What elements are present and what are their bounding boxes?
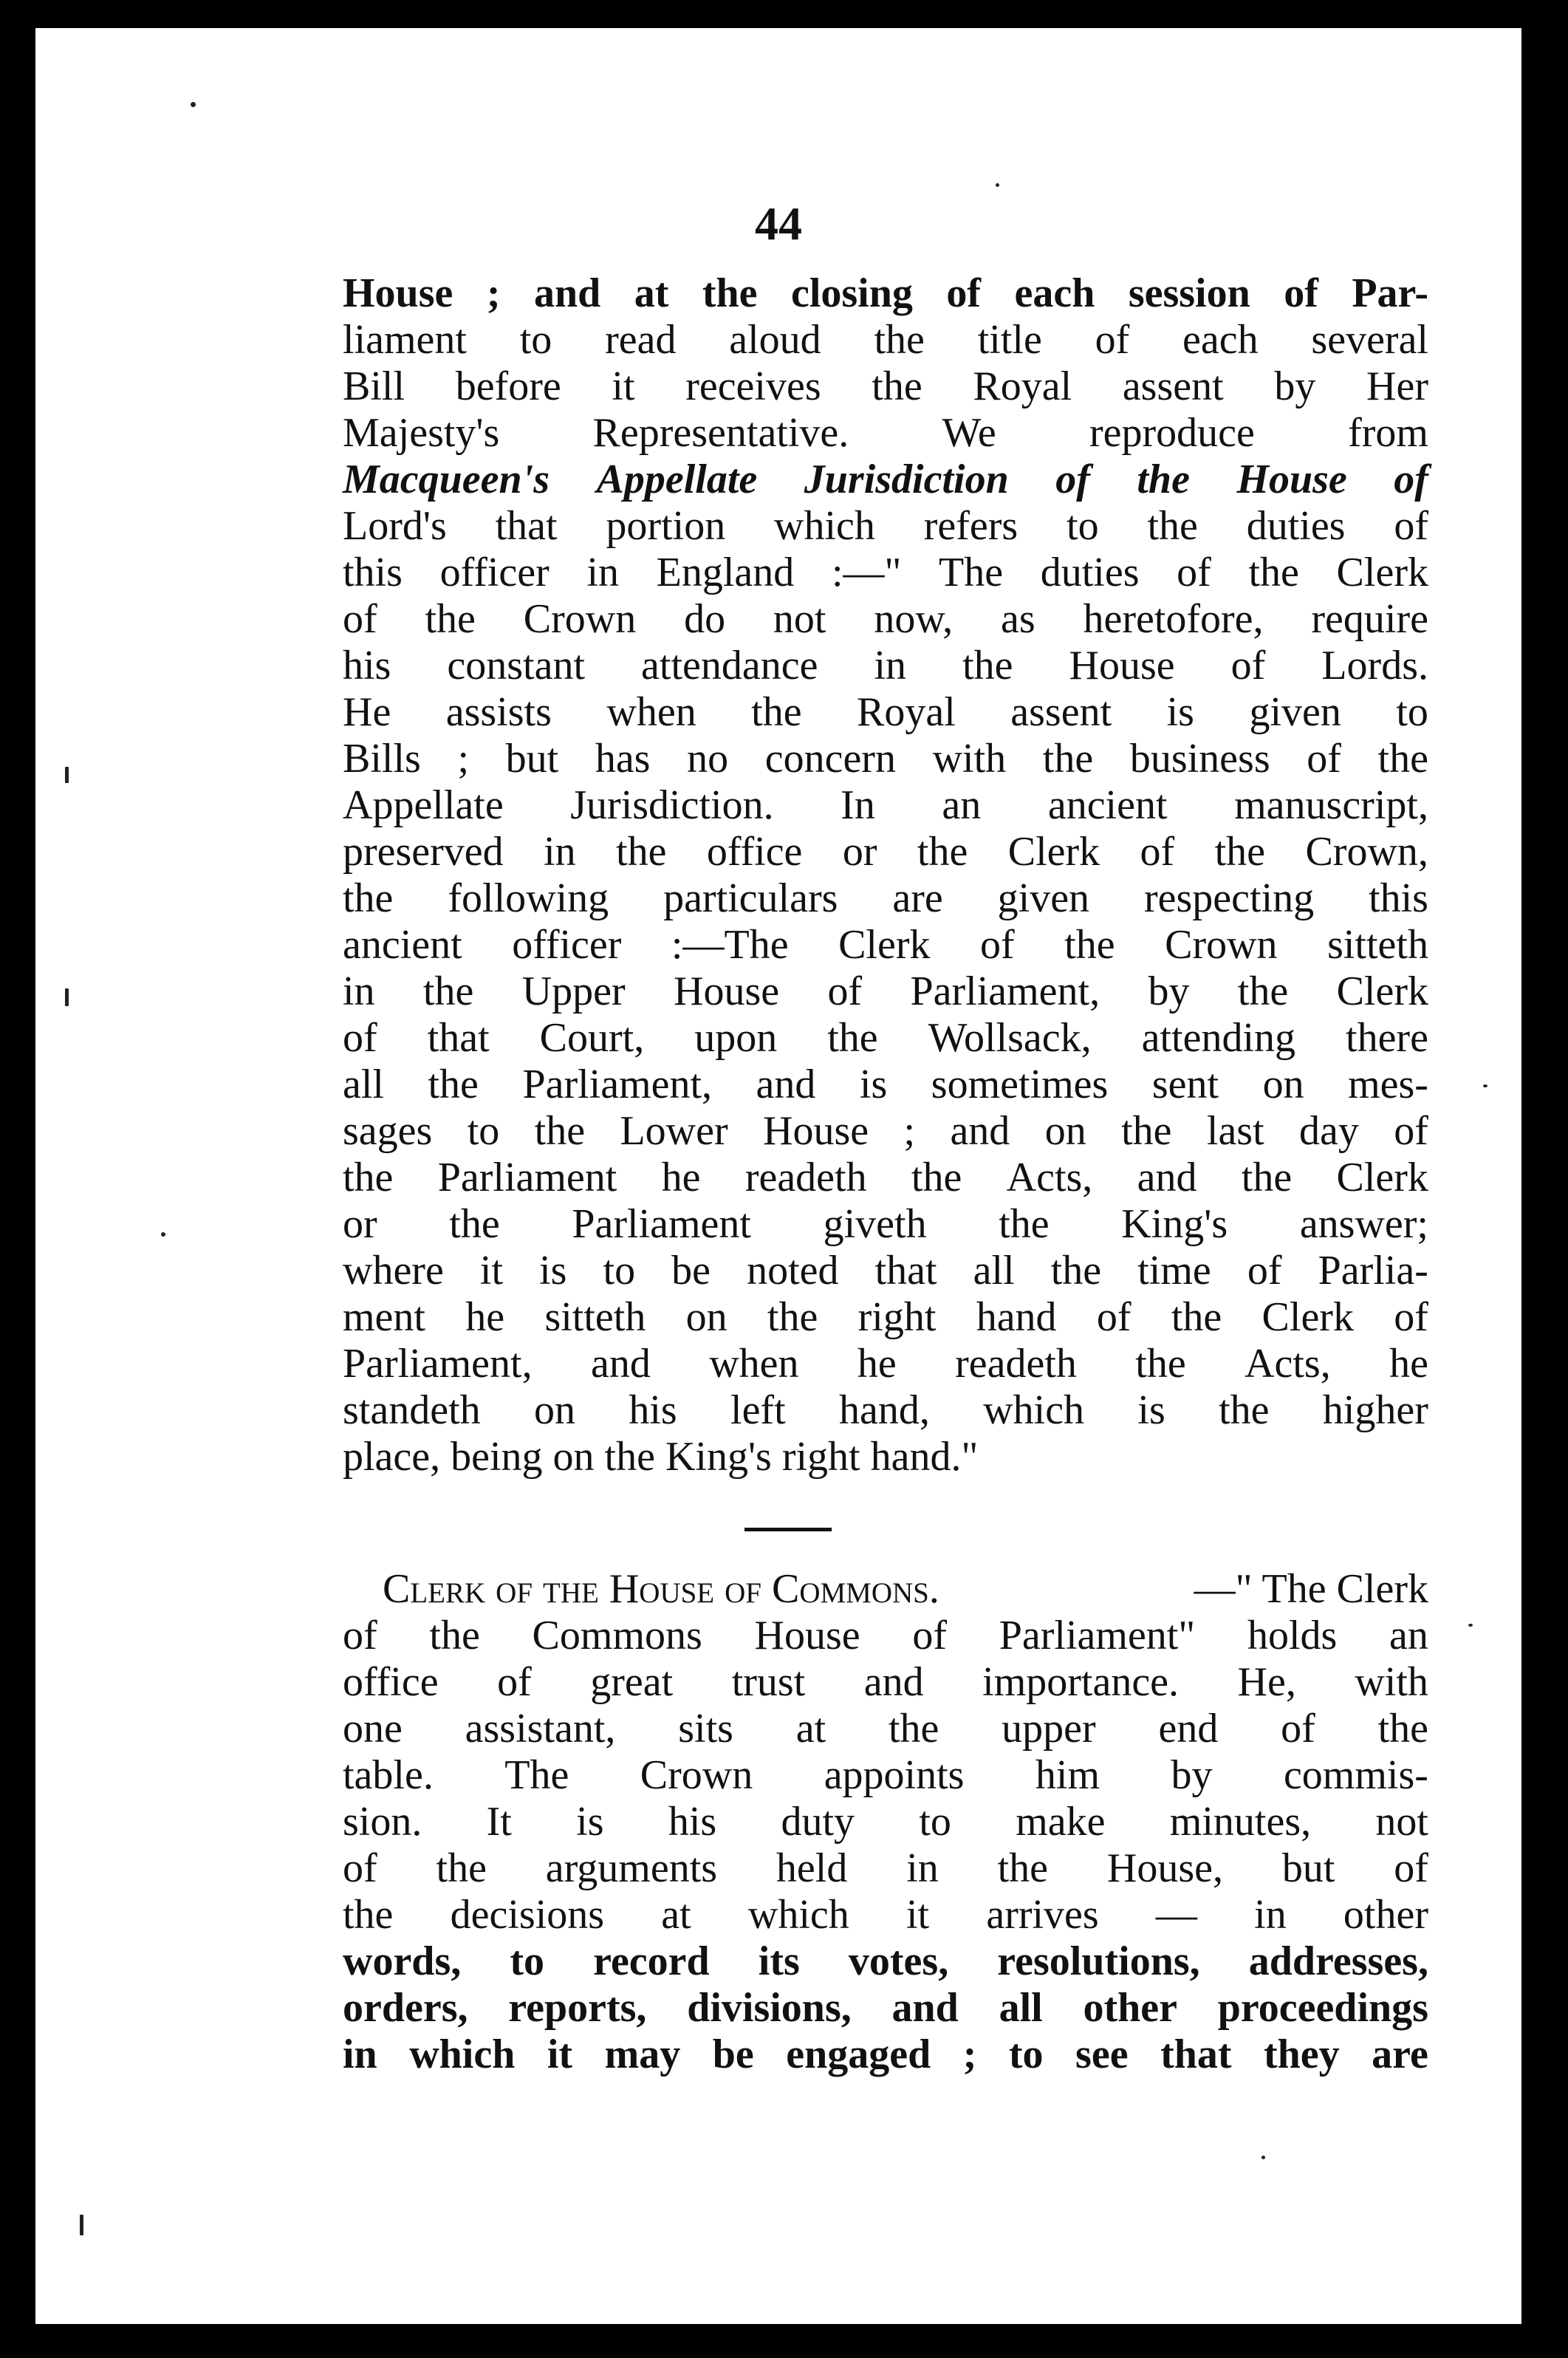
text-line: Bill before it receives the Royal assent by Her	[343, 363, 1428, 409]
text-line: Appellate Jurisdiction. In an ancient manuscript,	[343, 782, 1428, 828]
scan-speck	[80, 2215, 83, 2235]
text-line: sion. It is his duty to make minutes, not	[343, 1799, 1428, 1845]
text-line: ment he sitteth on the right hand of the Clerk of	[343, 1294, 1428, 1340]
text-line: of the Crown do not now, as heretofore, require	[343, 596, 1428, 642]
text-line: in which it may be engaged ; to see that they are	[343, 2031, 1428, 2077]
text-line-italic-citation: Macqueen's Appellate Jurisdiction of the House of	[343, 457, 1428, 502]
text-line: office of great trust and importance. He, with	[343, 1659, 1428, 1705]
scan-border-right	[1523, 0, 1568, 2358]
section-heading: Clerk of the House of Commons.	[383, 1566, 939, 1612]
scan-speck	[1261, 2156, 1265, 2159]
text-line: Bills ; but has no concern with the business of the	[343, 736, 1428, 782]
paragraph-clerk-of-the-commons	[343, 1566, 1428, 2078]
text-line: standeth on his left hand, which is the higher	[343, 1387, 1428, 1433]
text-line: table. The Crown appoints him by commis-	[343, 1752, 1428, 1798]
text-line: the following particulars are given respecting this	[343, 875, 1428, 921]
text-line: the decisions at which it arrives — in other	[343, 1892, 1428, 1938]
text-line: this officer in England :—" The duties of the Clerk	[343, 550, 1428, 595]
text-line-heading	[343, 1566, 1428, 1613]
text-line: his constant attendance in the House of Lords.	[343, 643, 1428, 688]
text-line: House ; and at the closing of each session of Par-	[343, 270, 1428, 316]
text-line: Parliament, and when he readeth the Acts, he	[343, 1341, 1428, 1387]
text-line: sages to the Lower House ; and on the last day of	[343, 1108, 1428, 1154]
scan-speck	[191, 102, 196, 107]
text-line: liament to read aloud the title of each several	[343, 317, 1428, 363]
text-line: of that Court, upon the Wollsack, attending there	[343, 1015, 1428, 1061]
text-line: the Parliament he readeth the Acts, and the Clerk	[343, 1155, 1428, 1200]
text-line: ancient officer :—The Clerk of the Crown sitteth	[343, 922, 1428, 968]
text-line: where it is to be noted that all the time of Parlia-	[343, 1248, 1428, 1294]
scan-speck	[996, 183, 999, 187]
text-line: words, to record its votes, resolutions, addresses,	[343, 1938, 1428, 1984]
scan-speck	[65, 767, 69, 783]
heading-line-rest: —" The Clerk	[1194, 1566, 1428, 1612]
text-line: orders, reports, divisions, and all other proceedings	[343, 1985, 1428, 2031]
text-line: or the Parliament giveth the King's answer;	[343, 1201, 1428, 1247]
scan-speck	[1483, 1084, 1487, 1087]
scan-speck	[161, 1232, 165, 1237]
scan-speck	[65, 988, 69, 1006]
text-line: He assists when the Royal assent is given to	[343, 689, 1428, 735]
text-line: all the Parliament, and is sometimes sent on mes-	[343, 1062, 1428, 1107]
text-line: of the Commons House of Parliament" holds an	[343, 1613, 1428, 1658]
paragraph-clerk-of-the-crown	[343, 270, 1428, 1480]
text-line: Lord's that portion which refers to the duties of	[343, 503, 1428, 549]
book-page	[35, 28, 1521, 2324]
text-line: place, being on the King's right hand."	[343, 1434, 979, 1480]
text-line: preserved in the office or the Clerk of the Crown,	[343, 829, 1428, 875]
text-line: in the Upper House of Parliament, by the Clerk	[343, 968, 1428, 1014]
page-number: 44	[755, 197, 802, 250]
scan-speck	[1468, 1624, 1473, 1627]
text-line: of the arguments held in the House, but of	[343, 1845, 1428, 1891]
text-line: Majesty's Representative. We reproduce from	[343, 410, 1428, 456]
text-line: one assistant, sits at the upper end of the	[343, 1706, 1428, 1752]
section-divider	[744, 1528, 832, 1531]
